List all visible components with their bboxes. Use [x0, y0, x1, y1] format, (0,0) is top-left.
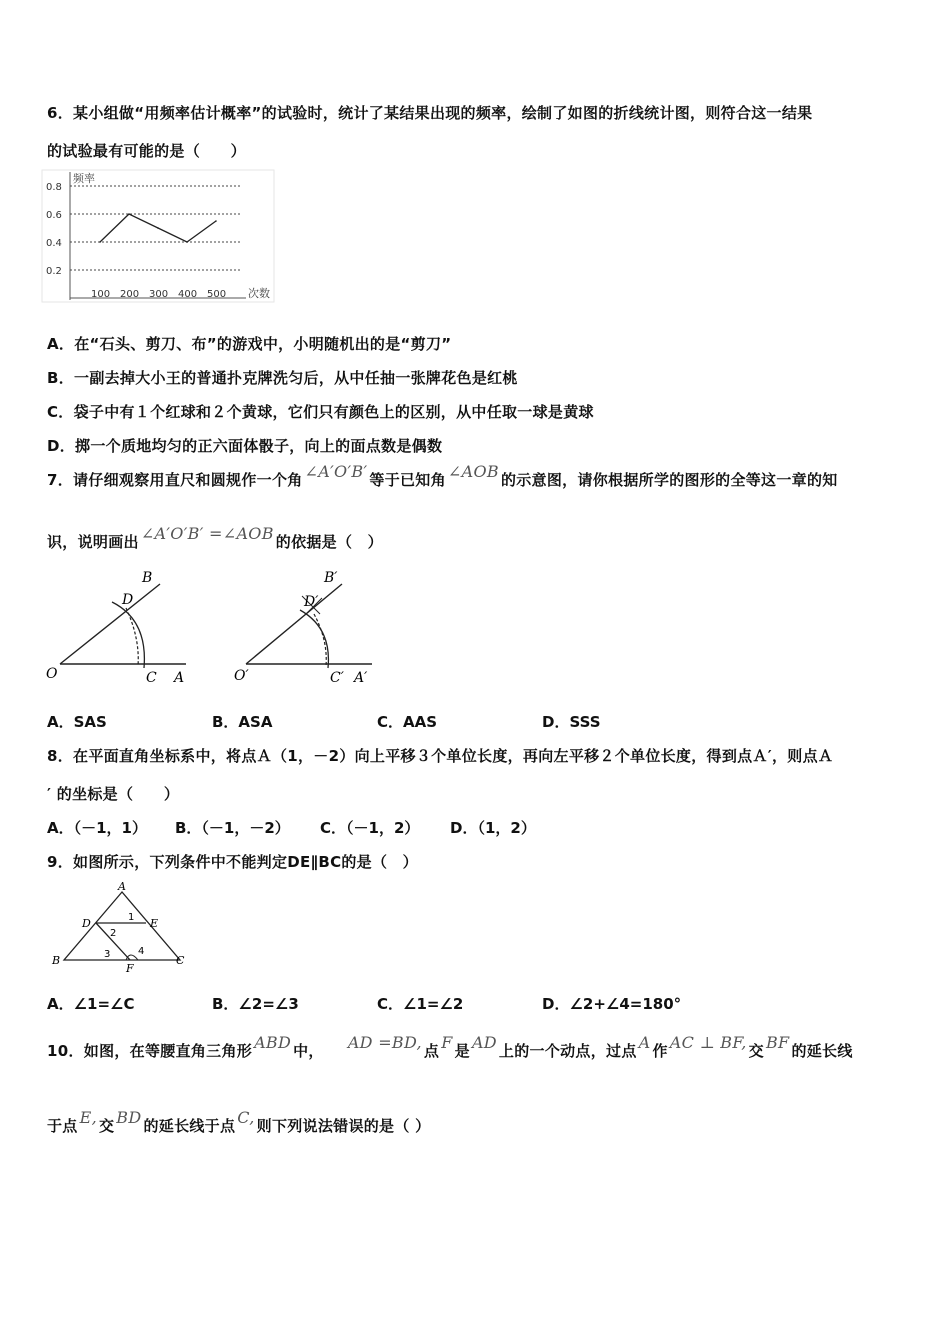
angle-label-1: 1: [128, 912, 135, 923]
q10-stem-line1: [47, 1033, 853, 1061]
q10-math-c: C,: [237, 1108, 255, 1127]
q7-text-d: 识，说明画出: [47, 533, 139, 551]
q8-option-c: C．（－1，2）: [320, 819, 420, 837]
q10-text-c: 点: [423, 1042, 440, 1060]
q8-option-d: D．（1，2）: [450, 819, 536, 837]
q10-math-bf: BF: [765, 1033, 790, 1052]
q10-text-k: 的延长线于点: [143, 1117, 236, 1135]
q10-text-d: 是: [454, 1042, 470, 1060]
q10-text-g: 交: [748, 1042, 764, 1060]
label-c: C: [146, 670, 157, 686]
q7-text-b: 等于已知角: [369, 471, 446, 489]
label-b: B: [142, 570, 153, 586]
construction-arc: [112, 602, 144, 668]
y-tick-label-0: 0.8: [46, 182, 62, 193]
angle-a-prime-o-prime-b-prime-figure: [230, 568, 390, 693]
q9-option-d: D．∠2+∠4=180°: [542, 995, 682, 1013]
y-tick-label-1: 0.6: [46, 210, 62, 221]
label-d-prime: D′: [304, 594, 319, 610]
label-f: F: [126, 962, 134, 975]
q10-text-l: 则下列说法错误的是（ ）: [256, 1117, 431, 1135]
q10-text-h: 的延长线: [791, 1042, 853, 1060]
data-point-0-2: [157, 227, 159, 229]
q10-text-j: 交: [98, 1117, 115, 1135]
angle-label-2: 2: [110, 928, 117, 939]
q7-option-b: B．ASA: [212, 713, 273, 731]
q7-stem-line2: [47, 524, 383, 552]
x-tick-label-1: 200: [120, 289, 140, 300]
q6-option-b: B．一副去掉大小王的普通扑克牌洗匀后，从中任抽一张牌花色是红桃: [47, 369, 518, 387]
y-tick-label-3: 0.2: [46, 266, 62, 277]
construction-arc-dashed: [126, 608, 138, 666]
q10-math-f: F: [441, 1033, 453, 1052]
data-point-0-0: [99, 241, 101, 243]
q10-math-a: A: [638, 1033, 651, 1052]
q8-option-a: A．（－1，1）: [47, 819, 147, 837]
q7-text-a: 7．请仔细观察用直尺和圆规作一个角: [47, 471, 303, 489]
data-point-0-3: [186, 241, 188, 243]
q8-stem-line2: ′ 的坐标是（ ）: [47, 785, 180, 803]
q10-text-i: 于点: [47, 1117, 78, 1135]
q10-math-bd: BD: [116, 1108, 142, 1127]
q7-math-angle-aob: ∠AOB: [447, 462, 499, 481]
angle-label-3: 3: [104, 949, 111, 960]
angle-4-arc: [126, 955, 138, 960]
label-a: A: [174, 670, 185, 686]
angle-aob-figure: [40, 568, 200, 693]
label-d: D: [82, 917, 91, 930]
q6-stem-line2: 的试验最有可能的是（ ）: [47, 142, 246, 160]
q10-text-e: 上的一个动点，过点: [498, 1042, 637, 1060]
q9-stem: 9．如图所示，下列条件中不能判定DE∥BC的是（ ）: [47, 853, 418, 871]
x-axis-label: 次数: [248, 287, 270, 300]
label-e: E: [150, 917, 159, 930]
q9-option-a: A．∠1=∠C: [47, 995, 135, 1013]
label-a-prime: A′: [354, 670, 368, 686]
q7-option-c: C．AAS: [377, 713, 438, 731]
label-c-prime: C′: [330, 670, 344, 686]
q10-stem-line2: [47, 1108, 431, 1136]
label-c: C: [176, 954, 185, 967]
x-tick-label-0: 100: [91, 289, 111, 300]
q7-stem-line1: [47, 462, 838, 490]
q8-option-b: B．（－1，－2）: [175, 819, 290, 837]
label-b: B: [52, 954, 61, 967]
ray-ob: [60, 584, 160, 664]
q7-math-equation: ∠A′O′B′ =∠AOB: [140, 524, 274, 543]
q7-text-e: 的依据是（ ）: [275, 533, 383, 551]
data-point-0-1: [128, 213, 130, 215]
x-tick-label-3: 400: [178, 289, 198, 300]
q6-option-c: C．袋子中有１个红球和２个黄球，它们只有颜色上的区别，从中任取一球是黄球: [47, 403, 594, 421]
chart-frame: [42, 170, 274, 302]
label-b-prime: B′: [324, 570, 338, 586]
label-o-prime: O′: [234, 668, 249, 684]
q9-option-c: C．∠1=∠2: [377, 995, 464, 1013]
q10-math-e: E,: [79, 1108, 97, 1127]
q9-option-b: B．∠2=∠3: [212, 995, 299, 1013]
y-axis-label: 频率: [73, 172, 95, 185]
label-o: O: [46, 666, 58, 682]
triangle-de-bc-figure: [46, 880, 196, 980]
label-a: A: [118, 880, 126, 893]
q10-text-b: 中，: [293, 1042, 324, 1060]
q6-option-a: A．在“石头、剪刀、布”的游戏中，小明随机出的是“剪刀”: [47, 335, 452, 353]
x-tick-label-2: 300: [149, 289, 169, 300]
q10-math-ad: AD: [471, 1033, 497, 1052]
q6-option-d: D．掷一个质地均匀的正六面体骰子，向上的面点数是偶数: [47, 437, 443, 455]
q8-stem-line1: 8．在平面直角坐标系中，将点Ａ（1，－2）向上平移３个单位长度，再向左平移２个单位长度，得到点Ａ′，则点Ａ: [47, 747, 834, 765]
q6-stem-line1: 6．某小组做“用频率估计概率”的试验时，统计了某结果出现的频率，绘制了如图的折线统计图，则符合这一结果: [47, 104, 813, 122]
q7-option-d: D．SSS: [542, 713, 601, 731]
q7-text-c: 的示意图，请你根据所学的图形的全等这一章的知: [500, 471, 838, 489]
q10-math-abd: ABD: [254, 1033, 292, 1052]
q10-math-ac-perp-bf: AC ⊥ BF,: [669, 1033, 747, 1052]
q7-option-a: A．SAS: [47, 713, 107, 731]
angle-label-4: 4: [138, 946, 145, 957]
q10-text-f: 作: [652, 1042, 668, 1060]
q10-math-ad-bd: AD =BD,: [347, 1033, 422, 1052]
q7-math-angle-prime: ∠A′O′B′: [304, 462, 368, 481]
frequency-line-chart: [40, 168, 280, 308]
data-point-0-4: [215, 220, 217, 222]
x-tick-label-4: 500: [207, 289, 227, 300]
label-d: D: [122, 592, 134, 608]
q10-text-a: 10．如图，在等腰直角三角形: [47, 1042, 253, 1060]
y-tick-label-2: 0.4: [46, 238, 62, 249]
